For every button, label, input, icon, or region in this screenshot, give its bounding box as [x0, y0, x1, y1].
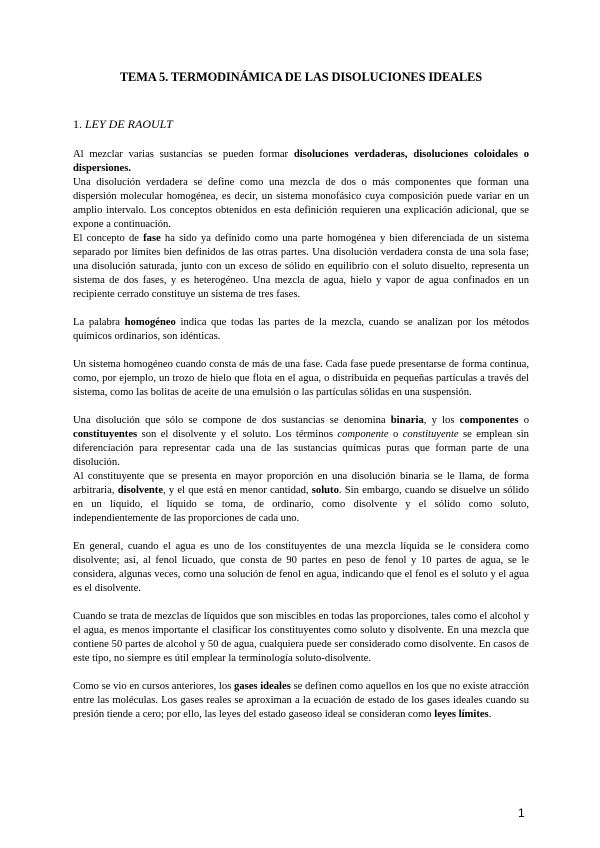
bold-term: binaria: [390, 415, 424, 426]
section-label: LEY DE RAOULT: [85, 117, 173, 131]
text-run: , y los: [423, 415, 460, 426]
bold-term: constituyentes: [73, 429, 138, 440]
document-title: TEMA 5. TERMODINÁMICA DE LAS DISOLUCIONES IDEALES: [119, 70, 483, 84]
bold-term: disolvente: [117, 485, 164, 496]
paragraph-6: [73, 414, 529, 470]
text-run: . Sin embargo, cuando se disuelve un sólido en un líquido, el líquido se toma, de ordinario, como disolvente y el sólido como soluto, independientemente de las proporciones de cada uno.: [73, 485, 529, 524]
italic-term: constituyente: [402, 429, 459, 440]
paragraph-2: Una disolución verdadera se define como una mezcla de dos o más componentes que forman una dispersión molecular homogénea, es decir, un sistema monofásico cuya composición puede variar en un amplio intervalo. Los conceptos obtenidos en esta definición requieren una explicación adicional, que se expone a continuación.: [73, 177, 529, 230]
text-run: Como se vio en cursos anteriores, los: [73, 681, 234, 692]
bold-term: homogéneo: [124, 317, 176, 328]
document-body: [73, 148, 529, 722]
text-run: o: [518, 415, 529, 426]
text-run: indica que todas las partes de la mezcla, cuando se analizan por los métodos químicos ordinarios, son idénticas.: [73, 317, 529, 342]
text-run: Al mezclar varias sustancias se pueden formar: [73, 149, 294, 160]
paragraph-1: [73, 148, 529, 176]
italic-term: componente: [337, 429, 389, 440]
paragraph-8: En general, cuando el agua es uno de los constituyentes de una mezcla líquida se le considera como disolvente; así, al fenol licuado, que consta de 90 partes en peso de fenol y 10 partes de agua, se le considera, algunas veces, como una solución de fenol en agua, indicando que el fenol es el soluto y el agua es el disolvente.: [73, 541, 529, 594]
bold-term: leyes límites: [434, 709, 489, 720]
text-run: ha sido ya definido como una parte homogénea y bien diferenciada de un sistema separado por límites bien definidos de las otras partes. Una disolución verdadera consta de una sola fase; una disolución saturada, junto con un exceso de sólido en equilibrio con el soluto disuelto, representa un sistema de dos fases, y es heterogéneo. Una mezcla de agua, hielo y vapor de agua confinados en un recipiente cerrado constituye un sistema de tres fases.: [73, 233, 529, 300]
section-number: 1.: [73, 117, 82, 131]
paragraph-10: [73, 680, 529, 722]
paragraph-3: [73, 232, 529, 302]
bold-term: soluto: [311, 485, 339, 496]
paragraph-7: [73, 470, 529, 526]
bold-term: gases ideales: [233, 681, 291, 692]
text-run: se definen como aquellos en los que no existe atracción entre las moléculas. Los gases reales se aproximan a la ecuación de estado de los gases ideales cuando su presión tiende a cero; por ello, las leyes del estado gaseoso ideal se consideran como: [73, 681, 529, 720]
text-run: Una disolución que sólo se compone de dos sustancias se denomina: [73, 415, 391, 426]
bold-term: componentes: [459, 415, 519, 426]
paragraph-4: [73, 316, 529, 344]
text-run: se emplean sin diferenciación para representar cada una de las sustancias químicas puras que forman parte de una disolución.: [73, 429, 529, 468]
text-run: son el disolvente y el soluto. Los términos: [137, 429, 338, 440]
section-heading: [73, 117, 173, 132]
paragraph-9: Cuando se trata de mezclas de líquidos que son miscibles en todas las proporciones, tales como el alcohol y el agua, es menos importante el clasificar los constituyentes como soluto y disolvente. En una mezcla que contiene 50 partes de alcohol y 50 de agua, cualquiera puede ser considerado como disolvente. En casos de este tipo, no siempre es útil emplear la terminología soluto-disolvente.: [73, 611, 529, 664]
paragraph-5: Un sistema homogéneo cuando consta de más de una fase. Cada fase puede presentarse de forma continua, como, por ejemplo, un trozo de hielo que flota en el agua, o distribuida en pequeñas partículas a través del sistema, como las bolitas de aceite de una emulsión o las partículas sólidas en una suspensión.: [73, 359, 529, 398]
bold-term: fase: [143, 233, 161, 244]
text-run: o: [388, 429, 403, 440]
text-run: .: [488, 709, 492, 720]
page-number: 1: [518, 806, 525, 820]
text-run: La palabra: [73, 317, 125, 328]
bold-term: disoluciones verdaderas, disoluciones coloidales o dispersiones.: [73, 149, 529, 174]
text-run: El concepto de: [73, 233, 144, 244]
text-run: , y el que está en menor cantidad,: [163, 485, 312, 496]
text-run: Al constituyente que se presenta en mayor proporción en una disolución binaria se le llama, de forma arbitraria,: [73, 471, 529, 496]
